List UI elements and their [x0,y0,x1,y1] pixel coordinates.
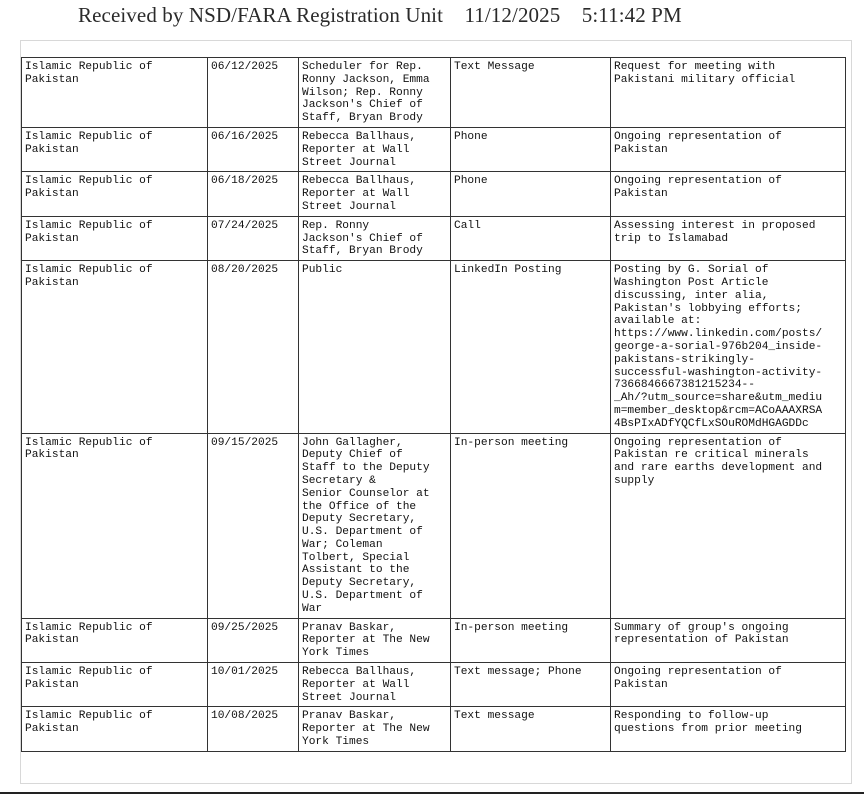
contact-cell: Pranav Baskar, Reporter at The New York Times [299,707,451,751]
date-cell: 07/24/2025 [208,216,299,260]
foreign-principal-cell: Islamic Republic of Pakistan [22,261,208,433]
contact-cell: Public [299,261,451,433]
purpose-cell: Ongoing representation of Pakistan [611,663,846,707]
contact-cell: Rebecca Ballhaus, Reporter at Wall Street Journal [299,172,451,216]
table-row [22,707,846,751]
table-row [22,618,846,662]
date-cell: 06/12/2025 [208,58,299,128]
contact-cell: Rebecca Ballhaus, Reporter at Wall Street Journal [299,127,451,171]
foreign-principal-cell: Islamic Republic of Pakistan [22,663,208,707]
table-row [22,663,846,707]
foreign-principal-cell: Islamic Republic of Pakistan [22,216,208,260]
method-cell: Call [451,216,611,260]
table-row [22,172,846,216]
contact-cell: Rep. Ronny Jackson's Chief of Staff, Bryan Brody [299,216,451,260]
contact-cell: John Gallagher, Deputy Chief of Staff to the Deputy Secretary & Senior Counselor at the Office of the Deputy Secretary, U.S. Department of War; Coleman Tolbert, Special Assistant to the Deputy Secretary, U.S. Department of War [299,433,451,618]
date-cell: 06/16/2025 [208,127,299,171]
table-row [22,216,846,260]
purpose-cell: Assessing interest in proposed trip to Islamabad [611,216,846,260]
date-cell: 09/25/2025 [208,618,299,662]
purpose-cell: Ongoing representation of Pakistan [611,127,846,171]
table-row [22,58,846,128]
contact-cell: Scheduler for Rep. Ronny Jackson, Emma Wilson; Rep. Ronny Jackson's Chief of Staff, Bryan Brody [299,58,451,128]
registration-stamp-header: Received by NSD/FARA Registration Unit 11/12/2025 5:11:42 PM [78,3,682,27]
purpose-cell: Summary of group's ongoing representation of Pakistan [611,618,846,662]
contacts-table [21,57,846,752]
method-cell: Text message; Phone [451,663,611,707]
foreign-principal-cell: Islamic Republic of Pakistan [22,58,208,128]
contact-cell: Rebecca Ballhaus, Reporter at Wall Street Journal [299,663,451,707]
date-cell: 08/20/2025 [208,261,299,433]
date-cell: 10/01/2025 [208,663,299,707]
method-cell: In-person meeting [451,433,611,618]
purpose-cell: Ongoing representation of Pakistan [611,172,846,216]
purpose-cell: Request for meeting with Pakistani military official [611,58,846,128]
method-cell: Text Message [451,58,611,128]
method-cell: Phone [451,127,611,171]
table-row [22,433,846,618]
method-cell: In-person meeting [451,618,611,662]
date-cell: 10/08/2025 [208,707,299,751]
contact-cell: Pranav Baskar, Reporter at The New York Times [299,618,451,662]
method-cell: Phone [451,172,611,216]
purpose-cell: Ongoing representation of Pakistan re critical minerals and rare earths development and supply [611,433,846,618]
date-cell: 06/18/2025 [208,172,299,216]
method-cell: Text message [451,707,611,751]
foreign-principal-cell: Islamic Republic of Pakistan [22,172,208,216]
purpose-cell: Responding to follow-up questions from prior meeting [611,707,846,751]
method-cell: LinkedIn Posting [451,261,611,433]
foreign-principal-cell: Islamic Republic of Pakistan [22,618,208,662]
foreign-principal-cell: Islamic Republic of Pakistan [22,127,208,171]
purpose-cell: Posting by G. Sorial of Washington Post Article discussing, inter alia, Pakistan's lobbying efforts; available at: https://www.linkedin.com/posts/ george-a-sorial-976b204_inside- pakistans-strikingly- successful-washington-activity- 7366846667381215234-- _Ah/?utm_source=share&utm_mediu m=member_desktop&rcm=ACoAAAXRSA 4BsPIxADfYQCfLxSOuROMdHGAGDDc [611,261,846,433]
foreign-principal-cell: Islamic Republic of Pakistan [22,707,208,751]
date-cell: 09/15/2025 [208,433,299,618]
foreign-principal-cell: Islamic Republic of Pakistan [22,433,208,618]
table-row [22,261,846,433]
bottom-divider [0,792,864,794]
table-row [22,127,846,171]
